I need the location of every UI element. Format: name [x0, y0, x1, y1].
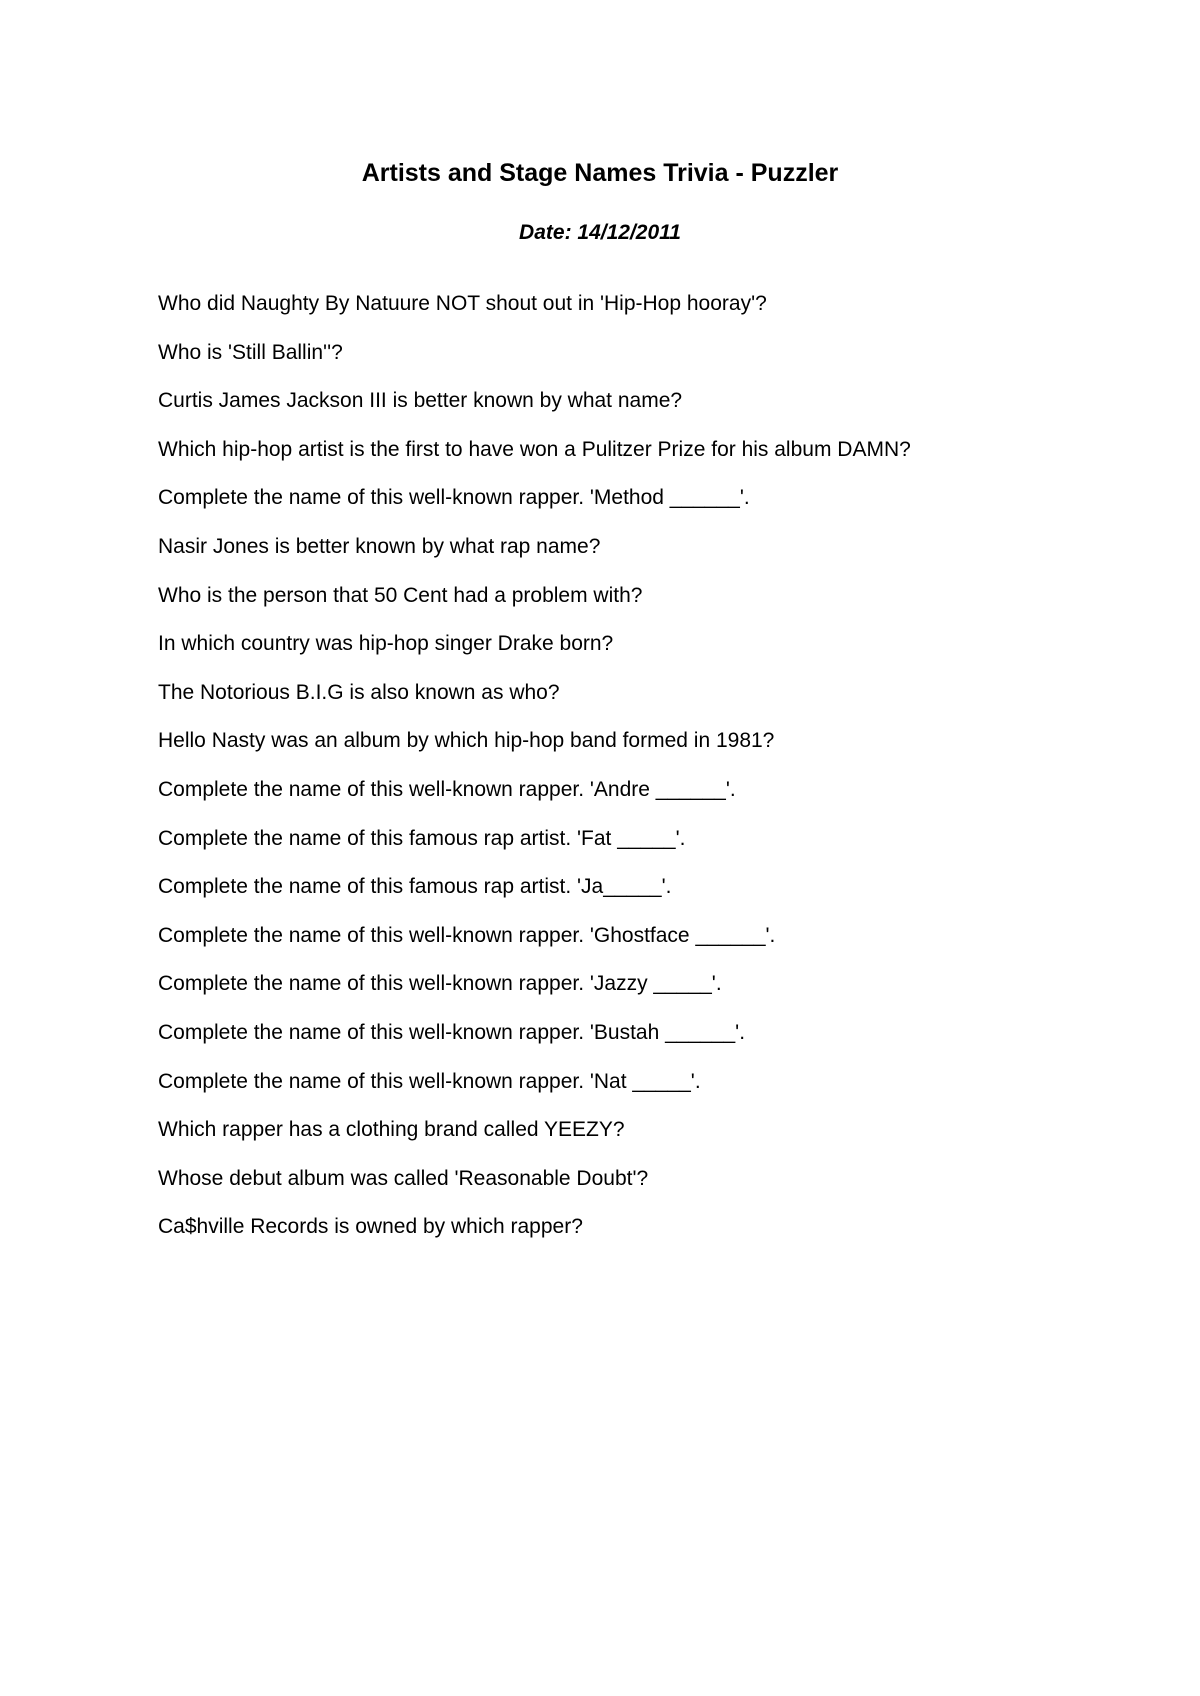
question-item: Who is 'Still Ballin''?	[158, 340, 343, 364]
question-item: Hello Nasty was an album by which hip-hop band formed in 1981?	[158, 729, 775, 753]
question-item: Complete the name of this famous rap artist. 'Fat _____'.	[158, 826, 686, 850]
question-item: Complete the name of this well-known rapper. 'Ghostface ______'.	[158, 923, 776, 947]
question-item: Complete the name of this famous rap artist. 'Ja_____'.	[158, 875, 672, 899]
question-item: Complete the name of this well-known rapper. 'Andre ______'.	[158, 777, 736, 801]
question-item: Complete the name of this well-known rapper. 'Jazzy _____'.	[158, 972, 722, 996]
question-list	[158, 290, 911, 1262]
question-item: Who is the person that 50 Cent had a problem with?	[158, 583, 643, 607]
question-item: Whose debut album was called 'Reasonable Doubt'?	[158, 1166, 649, 1190]
question-item: Nasir Jones is better known by what rap name?	[158, 534, 601, 558]
question-item: Which rapper has a clothing brand called YEEZY?	[158, 1118, 625, 1142]
question-item: In which country was hip-hop singer Drake born?	[158, 632, 614, 656]
question-item: Complete the name of this well-known rapper. 'Bustah ______'.	[158, 1020, 746, 1044]
document-title: Artists and Stage Names Trivia - Puzzler	[361, 159, 839, 187]
question-item: Which hip-hop artist is the first to have won a Pulitzer Prize for his album DAMN?	[158, 437, 911, 461]
question-item: Ca$hville Records is owned by which rapper?	[158, 1215, 583, 1239]
question-item: The Notorious B.I.G is also known as who?	[158, 680, 560, 704]
question-item: Complete the name of this well-known rapper. 'Method ______'.	[158, 486, 750, 510]
question-item: Complete the name of this well-known rapper. 'Nat _____'.	[158, 1069, 701, 1093]
question-item: Curtis James Jackson III is better known by what name?	[158, 389, 683, 413]
document-date: Date: 14/12/2011	[519, 221, 681, 244]
question-item: Who did Naughty By Natuure NOT shout out in 'Hip-Hop hooray'?	[158, 292, 767, 315]
